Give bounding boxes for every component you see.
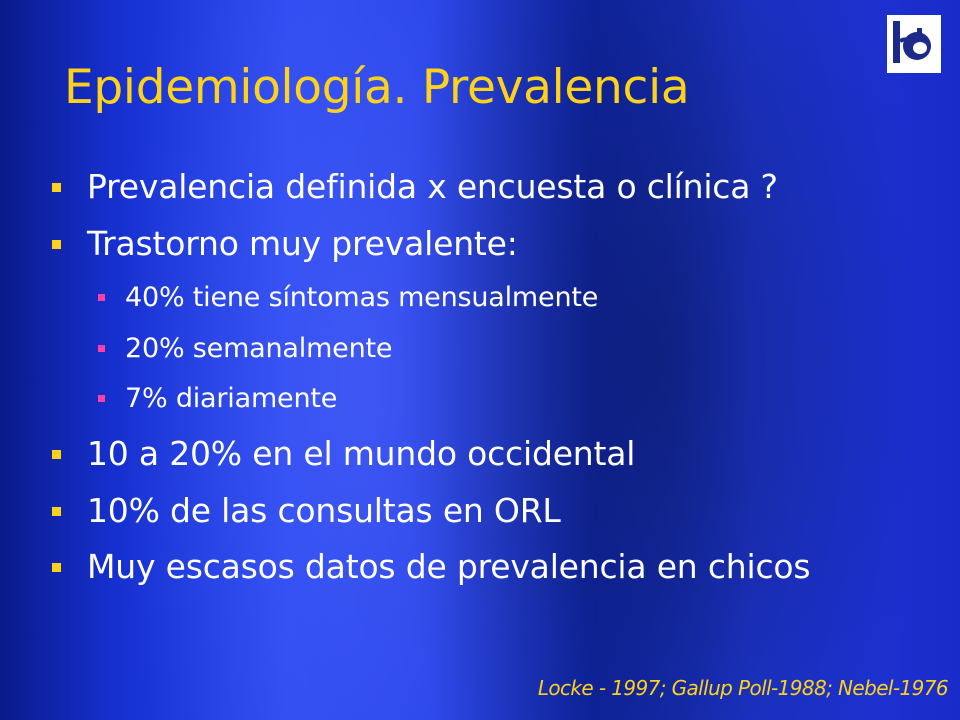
bullet-square-icon: [52, 240, 61, 249]
sub-bullet-square-icon: [98, 294, 105, 301]
reference-citation: Locke - 1997; Gallup Poll-1988; Nebel-1976: [537, 676, 948, 700]
bullet-text: Muy escasos datos de prevalencia en chicos: [87, 547, 811, 586]
bullet-item: [52, 541, 810, 593]
bullet-item: [52, 161, 778, 213]
bullet-item: [52, 485, 561, 537]
sub-bullet-square-icon: [98, 395, 105, 402]
sub-bullet-item: [98, 329, 392, 369]
sub-bullet-text: 20% semanalmente: [125, 333, 393, 364]
bullet-text: Trastorno muy prevalente:: [87, 224, 518, 263]
bullet-text: 10 a 20% en el mundo occidental: [87, 434, 636, 473]
bullet-square-icon: [52, 507, 61, 516]
sub-bullet-square-icon: [98, 345, 105, 352]
sub-bullet-text: 40% tiene síntomas mensualmente: [125, 282, 599, 313]
sub-bullet-text: 7% diariamente: [125, 383, 338, 414]
bullet-square-icon: [52, 450, 61, 459]
bullet-text: Prevalencia definida x encuesta o clínica ?: [87, 167, 778, 206]
sub-bullet-item: [98, 278, 598, 318]
sub-bullet-item: [98, 379, 337, 419]
bullet-square-icon: [52, 563, 61, 572]
bullet-square-icon: [52, 183, 61, 192]
slide-title: Epidemiología. Prevalencia: [64, 60, 690, 115]
bullet-item: [52, 218, 518, 270]
bullet-text: 10% de las consultas en ORL: [87, 491, 561, 530]
bullet-item: [52, 428, 635, 480]
